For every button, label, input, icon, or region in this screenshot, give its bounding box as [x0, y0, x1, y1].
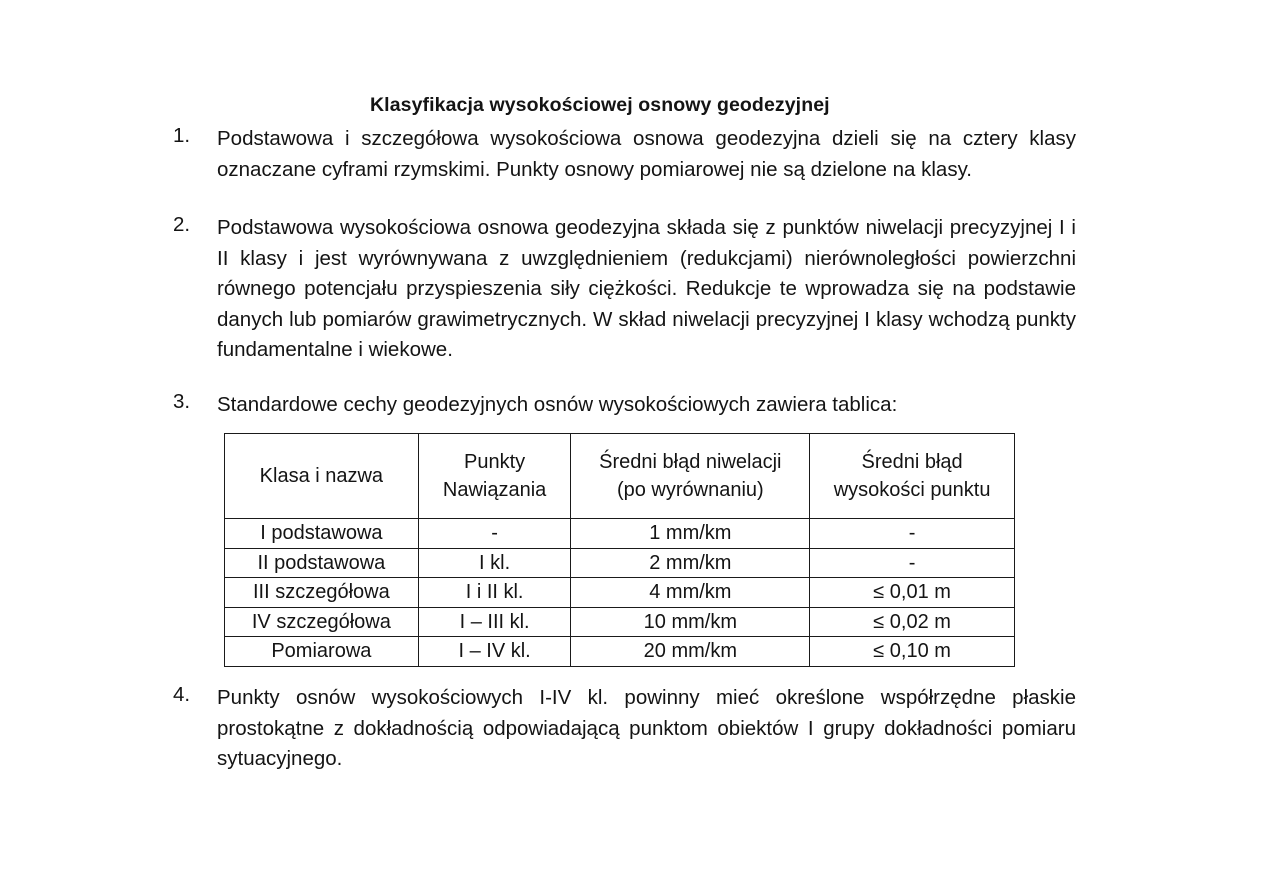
table-row [225, 578, 1015, 608]
list-item-text: Podstawowa i szczegółowa wysokościowa osnowa geodezyjna dzieli się na cztery klasy oznaczane cyframi rzymskimi. Punkty osnowy pomiarowej nie są dzielone na klasy. [217, 127, 1076, 181]
table-row [225, 519, 1015, 549]
list-item-2 [173, 213, 1076, 366]
cell-leveling-error: 4 mm/km [571, 578, 810, 608]
cell-height-error: - [810, 519, 1015, 549]
cell-leveling-error: 20 mm/km [571, 637, 810, 667]
header-text-line2: wysokości punktu [833, 479, 991, 501]
header-reference-points [418, 434, 571, 519]
header-leveling-error [571, 434, 810, 519]
header-height-error [810, 434, 1015, 519]
cell-class-name: Pomiarowa [225, 637, 419, 667]
table-header-row [225, 434, 1015, 519]
cell-reference-points: I – III kl. [418, 607, 571, 637]
header-text-line1: Punkty [464, 451, 526, 473]
list-item-number: 4. [173, 683, 191, 706]
header-text-line1: Średni błąd niwelacji [599, 451, 782, 473]
list-item-number: 2. [173, 213, 191, 236]
header-text-line2: Nawiązania [442, 479, 547, 501]
list-item-text: Podstawowa wysokościowa osnowa geodezyjna składa się z punktów niwelacji precyzyjnej I i II klasy i jest wyrównywana z uwzględnieniem (redukcjami) nierównoległości powierzchni równego potencjału przyspieszenia siły ciężkości. Redukcje te wprowadza się na podstawie danych lub pomiarów grawimetrycznych. W skład niwelacji precyzyjnej I klasy wchodzą punkty fundamentalne i wiekowe. [217, 216, 1076, 361]
cell-class-name: I podstawowa [225, 519, 419, 549]
cell-class-name: IV szczegółowa [225, 607, 419, 637]
header-text: Klasa i nazwa [259, 465, 384, 487]
header-text-line2: (po wyrównaniu) [616, 479, 764, 501]
cell-reference-points: - [418, 519, 571, 549]
list-item-1 [173, 124, 1076, 185]
cell-leveling-error: 1 mm/km [571, 519, 810, 549]
document-title: Klasyfikacja wysokościowej osnowy geodezyjnej [370, 94, 830, 116]
header-text-line1: Średni błąd [861, 451, 963, 473]
cell-reference-points: I – IV kl. [418, 637, 571, 667]
list-item-3 [173, 390, 1076, 421]
table-row [225, 548, 1015, 578]
cell-leveling-error: 10 mm/km [571, 607, 810, 637]
classification-table [224, 433, 1015, 667]
list-item-text: Punkty osnów wysokościowych I-IV kl. powinny mieć określone współrzędne płaskie prostokątne z dokładnością odpowiadającą punktom obiektów I grupy dokładności pomiaru sytuacyjnego. [217, 686, 1076, 770]
cell-class-name: III szczegółowa [225, 578, 419, 608]
list-item-text: Standardowe cechy geodezyjnych osnów wysokościowych zawiera tablica: [217, 393, 898, 416]
list-item-number: 3. [173, 390, 191, 413]
list-item-4 [173, 683, 1076, 775]
list-item-number: 1. [173, 124, 191, 147]
cell-height-error: ≤ 0,02 m [810, 607, 1015, 637]
table-row [225, 607, 1015, 637]
cell-leveling-error: 2 mm/km [571, 548, 810, 578]
cell-class-name: II podstawowa [225, 548, 419, 578]
cell-reference-points: I kl. [418, 548, 571, 578]
cell-reference-points: I i II kl. [418, 578, 571, 608]
cell-height-error: ≤ 0,01 m [810, 578, 1015, 608]
cell-height-error: - [810, 548, 1015, 578]
table-row [225, 637, 1015, 667]
header-class-name [225, 434, 419, 519]
cell-height-error: ≤ 0,10 m [810, 637, 1015, 667]
